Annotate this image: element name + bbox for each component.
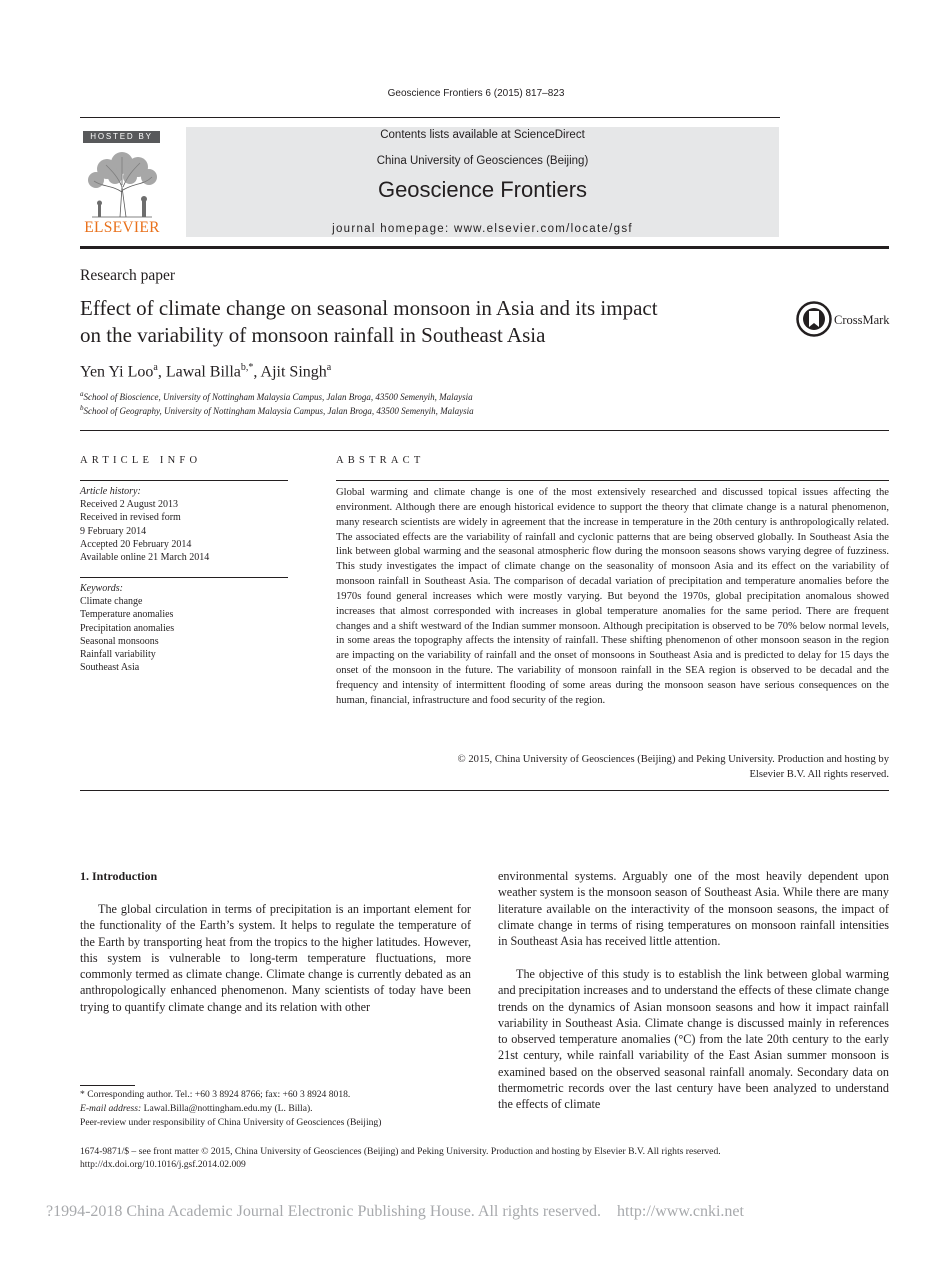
article-type: Research paper [80,267,176,284]
history-item: Received 2 August 2013 [80,499,179,510]
article-info-heading: ARTICLE INFO [80,455,202,466]
affiliation-text: School of Geography, University of Nottingham Malaysia Campus, Jalan Broga, 43500 Semenyih, Malaysia [83,406,474,416]
author-separator: , [157,363,166,381]
keywords-label: Keywords: [80,583,123,594]
author-name[interactable]: Yen Yi Loo [80,363,154,381]
footnote-corresponding-author: * Corresponding author. Tel.: +60 3 8924 8766; fax: +60 3 8924 8018. [80,1089,351,1100]
crossmark-icon[interactable] [796,301,832,337]
affiliation-sup: a [80,390,84,398]
corresponding-author-mark[interactable]: * [248,362,254,373]
keyword-item: Southeast Asia [80,662,140,674]
abstract-heading: ABSTRACT [336,455,425,466]
intro-paragraph-1: The global circulation in terms of precipitation is an important element for the functionality of the Earth’s system. It helps to regulate the temperature of the Earth by transporting heat from the tropics to the higher latitudes. However, this system is vulnerable to long-term temperature fluctuations, more commonly termed as climate change. Climate change is currently debated as an anthropologically enhanced phenomenon. Many scientists of today have been trying to quantify climate change and its relation with other [80,902,471,1014]
history-item: Accepted 20 February 2014 [80,538,192,550]
article-history-label: Article history: [80,486,141,497]
history-item: 9 February 2014 [80,525,147,537]
keyword-item: Temperature anomalies [80,609,174,621]
front-matter-line: 1674-9871/$ – see front matter © 2015, China University of Geosciences (Beijing) and Peking University. Production and hosting by Elsevier B.V. All rights reserved. [80,1146,721,1157]
journal-homepage-link[interactable]: journal homepage: www.elsevier.com/locate/gsf [332,223,633,235]
abstract-end-rule [80,790,889,791]
article-history-list [80,498,209,564]
hosted-by-label: HOSTED BY [83,131,160,143]
abstract-body: Global warming and climate change is one of the most extensively researched and discussed topical issues affecting the environment. Although there are enough historical evidence to support the theory that climate change is a natural phenomenon, many research scientists are widely in agreement that the increase in temperature in the 20th century is anthropologically related. The associated effects are the variability of rainfall and cyclonic patterns that are being observed globally. In Southeast Asia the link between global warming and the seasonal atmospheric flow during the monsoon seasons shows varying degree of fuzziness. This study investigates the impact of climate change on the seasonality of monsoon Asia and its effect on the variability of monsoon rainfall in Southeast Asia. The comparison of decadal variation of precipitation and temperature anomalies before the 1970s found general increases which were mostly varying. But beyond the 1970s, global precipitation anomalous showed increases that almost corresponded with increases in global temperature anomalies for the same period. There are frequent changes and a shift westward of the Indian summer monsoon. Although precipitation is observed to be 70% below normal levels, in some areas the topography affects the intensity of rainfall. These shifting phenomenon of other monsoon season in the region are impacting on the variability of rainfall and the onset of monsoons in Southeast Asia and is predicted to delay for 15 days the onset of the monsoon in the future. The variability of monsoon rainfall in the SEA region is observed to be decadal and the frequency and intensity of intermittent flooding of some areas during the monsoon season have serious consequences on the human, financial, infrastructure and food security of the region. [336,487,889,706]
keywords-rule [80,577,288,578]
footnote-peer-review: Peer-review under responsibility of China University of Geosciences (Beijing) [80,1117,382,1128]
contents-available-line: Contents lists available at ScienceDirect [380,129,585,141]
abstract-copyright [336,753,889,783]
footnote-email [80,1103,313,1114]
crossmark-label[interactable]: CrossMark [834,313,890,327]
intro-paragraph-2: The objective of this study is to establish the link between global warming and precipitation increases and to understand the effects of these climate change trends on the dynamics of Asian monsoon seasons and how it impact rainfall variability in Southeast Asia. Climate change is discussed mainly in references to observed temperature anomalies (°C) from the late 20th century to the early 21st century, while rainfall variability of the East Asian summer monsoon is examined based on the observed seasonal rainfall anomaly. Secondary data on thermometric records over the last century have been analyzed to understand the effects of climate [498,967,889,1112]
author-affil-letter: b, [240,362,249,373]
article-title-line-2: on the variability of monsoon rainfall in Southeast Asia [80,323,546,347]
author-affil-sup [241,362,254,373]
elsevier-tree-logo-icon [82,147,162,219]
header-rule-bottom [80,246,889,249]
author-list [80,362,331,381]
footnote-rule [80,1085,135,1086]
history-item: Received in revised form [80,512,181,524]
author-separator: , [253,363,261,381]
copyright-line-2: Elsevier B.V. All rights reserved. [749,768,889,780]
keyword-item: Precipitation anomalies [80,622,175,634]
journal-title: Geoscience Frontiers [377,177,588,202]
affiliation-sup: b [80,404,84,412]
introduction-heading: 1. Introduction [80,869,158,883]
header-rule-top [80,117,780,118]
email-address-link[interactable]: Lawal.Billa@nottingham.edu.my (L. Billa). [143,1103,313,1114]
author-affil-sup: a [153,362,158,373]
article-title [80,295,780,349]
keywords-list [80,595,174,675]
cnki-watermark: ?1994-2018 China Academic Journal Electronic Publishing House. All rights reserved. http://www.cnki.net [46,1203,744,1220]
publisher-line: China University of Geosciences (Beijing) [376,155,589,167]
keyword-item: Rainfall variability [80,649,156,661]
article-info-rule [80,480,288,481]
affiliation-rule [80,430,889,431]
copyright-line-1: © 2015, China University of Geosciences (Beijing) and Peking University. Production and hosting by [457,754,889,765]
journal-reference: Geoscience Frontiers 6 (2015) 817–823 [387,88,565,99]
keyword-item: Seasonal monsoons [80,635,159,647]
keyword-item: Climate change [80,596,143,607]
elsevier-wordmark: ELSEVIER [84,219,160,236]
article-title-line-1: Effect of climate change on seasonal monsoon in Asia and its impact [80,296,658,320]
abstract-rule [336,480,889,481]
author-name[interactable]: Ajit Singh [260,363,327,381]
doi-link[interactable]: http://dx.doi.org/10.1016/j.gsf.2014.02.009 [80,1159,246,1170]
intro-paragraph-continued: environmental systems. Arguably one of the most heavily dependent upon weather system is the monsoon season of Southeast Asia. While there are many literature available on the interactivity of the monsoon seasons, the impact of climate change in terms of rising temperatures on monsoon rainfall intensities in Southeast Asia has received little attention. [498,869,889,949]
affiliation-a [80,390,473,402]
affiliation-text: School of Bioscience, University of Nottingham Malaysia Campus, Jalan Broga, 43500 Semenyih, Malaysia [83,392,473,402]
email-label: E-mail address: [80,1103,142,1114]
history-item: Available online 21 March 2014 [80,552,210,564]
author-name[interactable]: Lawal Billa [165,363,241,381]
author-affil-sup: a [326,362,332,373]
affiliation-b [80,404,474,416]
